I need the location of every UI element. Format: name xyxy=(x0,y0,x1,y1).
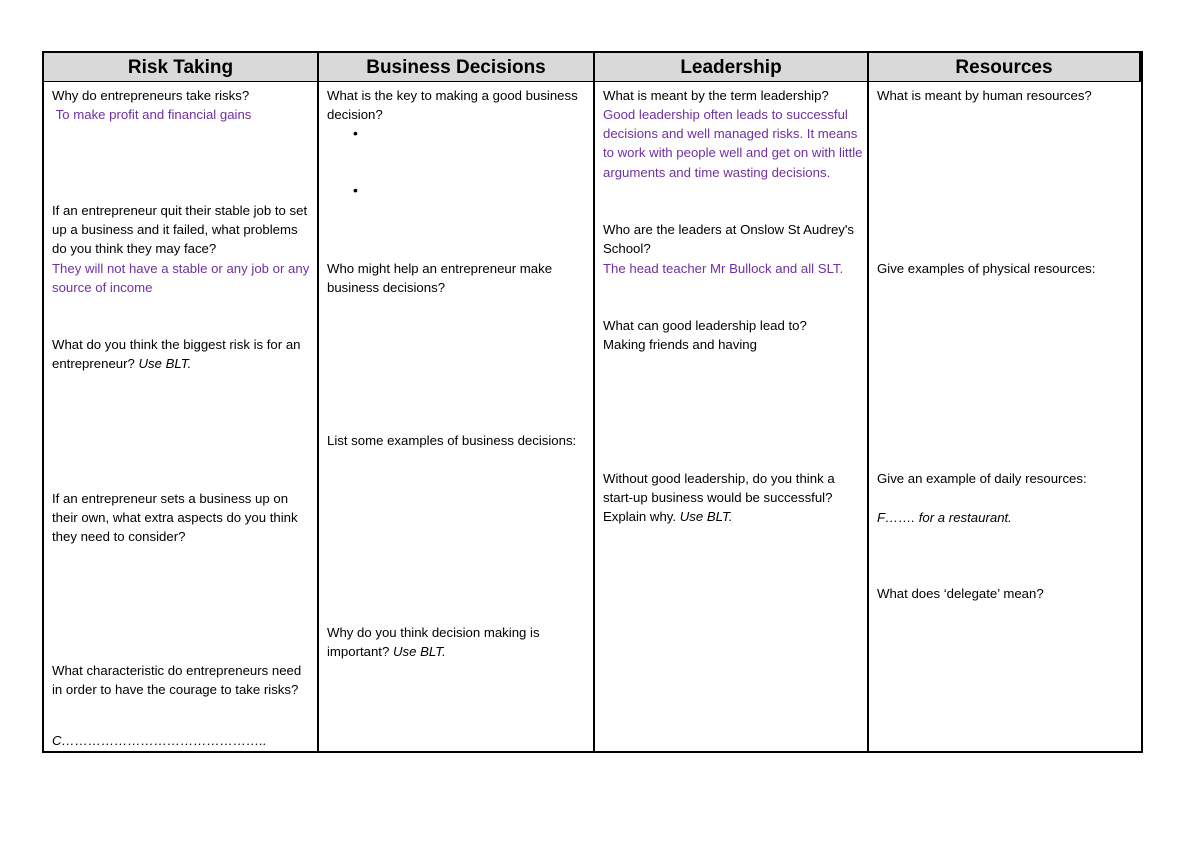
question-leadership-meaning: What is meant by the term leadership? xyxy=(603,88,829,103)
column-risk-taking xyxy=(44,82,319,751)
header-business-decisions: Business Decisions xyxy=(319,53,595,82)
question-good-leadership-leads: What can good leadership lead to? xyxy=(603,318,807,333)
question-extra-aspects: If an entrepreneur sets a business up on their own, what extra aspects do you think they need to consider? xyxy=(52,491,302,545)
column-business-decisions xyxy=(319,82,595,751)
question-biggest-risk-text: What do you think the biggest risk is for an entrepreneur? xyxy=(52,337,305,372)
question-delegate: What does ‘delegate’ mean? xyxy=(877,586,1044,601)
question-daily-resources: Give an example of daily resources: xyxy=(877,471,1087,486)
question-physical-resources: Give examples of physical resources: xyxy=(877,261,1096,276)
answer-good-leadership-leads: Making friends and having xyxy=(603,337,757,352)
header-resources: Resources xyxy=(869,53,1141,82)
question-list-decisions: List some examples of business decisions: xyxy=(327,433,577,448)
worksheet-table xyxy=(42,51,1143,753)
answer-leadership-meaning: Good leadership often leads to successful decisions and well managed risks. It means to work with people well and get on with little arguments and time wasting decisions. xyxy=(603,107,867,180)
use-blt-hint: Use BLT. xyxy=(679,509,733,525)
question-biggest-risk xyxy=(52,335,313,373)
question-school-leaders: Who are the leaders at Onslow St Audrey's School? xyxy=(603,222,858,257)
question-key-good-decision: What is the key to making a good business decision? xyxy=(327,88,582,123)
question-characteristic: What characteristic do entrepreneurs need in order to have the courage to take risks? xyxy=(52,663,305,698)
answer-why-take-risks: To make profit and financial gains xyxy=(52,107,252,122)
fill-in-blank: C……………………………………….. xyxy=(52,733,267,748)
column-leadership xyxy=(595,82,869,751)
use-blt-hint: Use BLT. xyxy=(138,356,192,372)
question-without-leadership-text: Without good leadership, do you think a start-up business would be successful? Explain why. xyxy=(603,471,839,525)
answer-business-failed: They will not have a stable or any job or any source of income xyxy=(52,261,313,296)
use-blt-hint: Use BLT. xyxy=(392,644,446,660)
bullet-point: • xyxy=(353,182,358,198)
question-business-failed: If an entrepreneur quit their stable job to set up a business and it failed, what problems do you think they may face? xyxy=(52,203,311,257)
hint-restaurant: F……. for a restaurant. xyxy=(877,510,1012,525)
header-leadership: Leadership xyxy=(595,53,869,82)
question-who-helps: Who might help an entrepreneur make business decisions? xyxy=(327,261,556,296)
column-resources xyxy=(869,82,1141,751)
bullet-point: • xyxy=(353,125,358,141)
header-risk-taking: Risk Taking xyxy=(44,53,319,82)
question-human-resources: What is meant by human resources? xyxy=(877,88,1092,103)
answer-school-leaders: The head teacher Mr Bullock and all SLT. xyxy=(603,261,844,276)
question-decision-importance xyxy=(327,623,589,661)
question-why-take-risks: Why do entrepreneurs take risks? xyxy=(52,88,250,103)
question-decision-importance-text: Why do you think decision making is important? xyxy=(327,625,544,660)
question-without-leadership xyxy=(603,469,863,527)
